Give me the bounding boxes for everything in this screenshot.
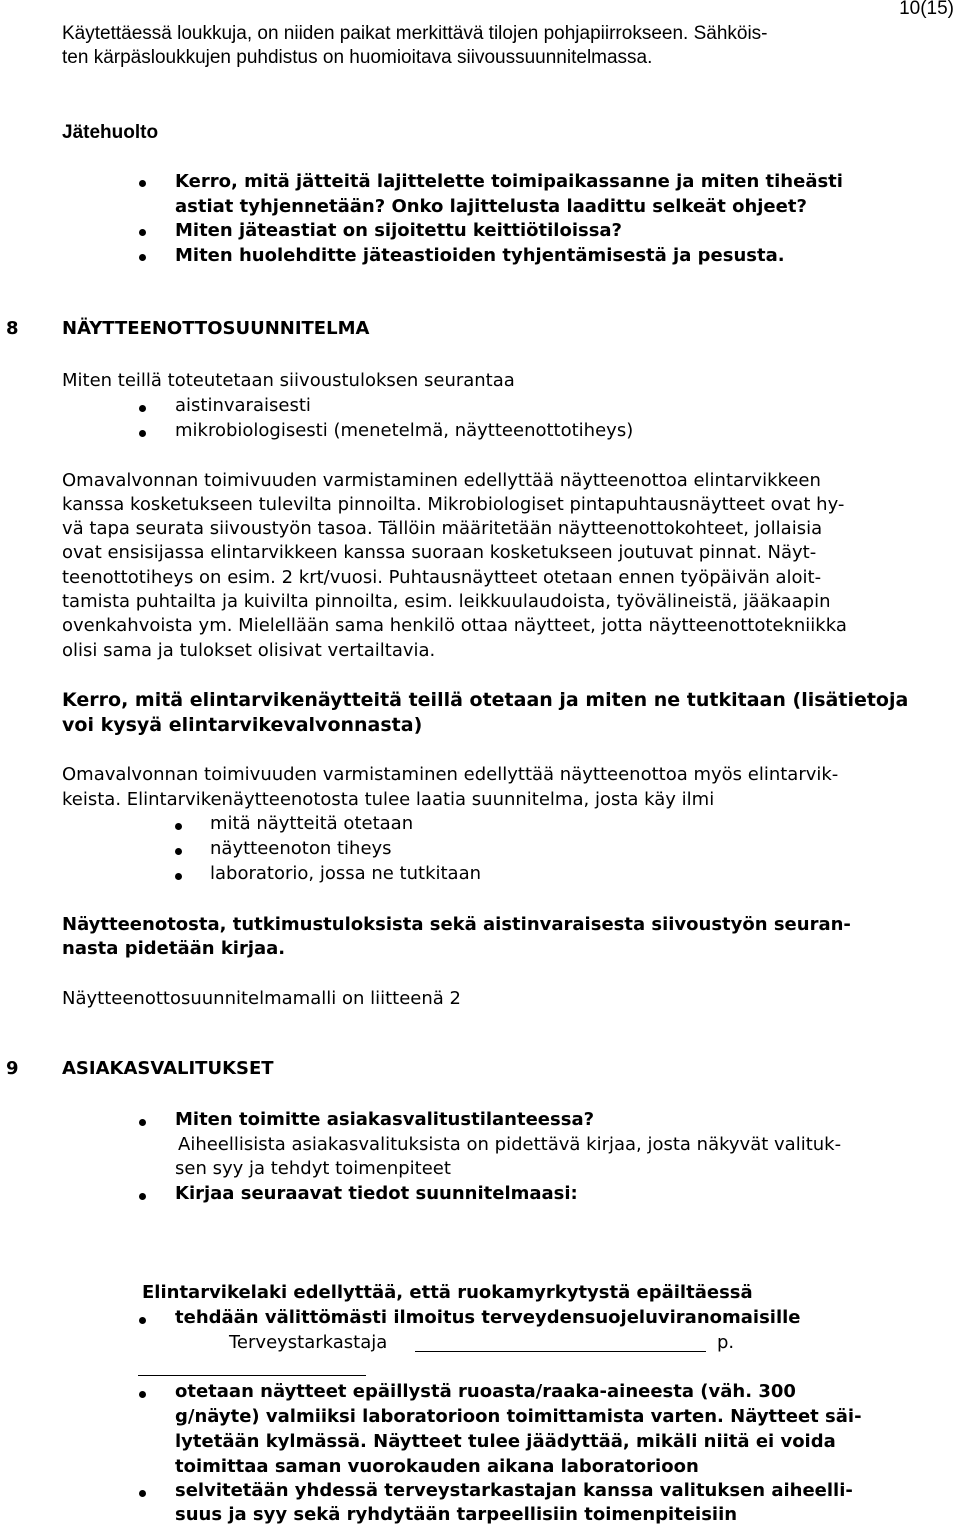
bullet-icon (175, 823, 182, 830)
paragraph-line-7: ovenkahvoista ym. Mielellään sama henkilö ottaa näytteet, jotta näytteenottotekniikka (62, 615, 847, 636)
paragraph-line-8: olisi sama ja tulokset olisivat vertailtavia. (62, 640, 436, 661)
section-9-title: ASIAKASVALITUKSET (62, 1058, 274, 1079)
bullet-icon (139, 1119, 146, 1126)
law-item-3-line-2: suus ja syy sekä ryhdytään tarpeellisiin toimenpiteisiin (175, 1504, 738, 1525)
section-8-title: NÄYTTEENOTTOSUUNNITELMA (62, 318, 370, 339)
paragraph-line-4: ovat ensisijassa elintarvikkeen kanssa suoraan kosketukseen joutuvat pinnat. Näyt- (62, 542, 817, 563)
appendix-note: Näytteenottosuunnitelmamalli on liitteenä 2 (62, 988, 461, 1009)
phone-number-line[interactable] (138, 1375, 366, 1376)
page-number: 10(15) (899, 0, 954, 19)
follow-up-item-2: mikrobiologisesti (menetelmä, näytteenottotiheys) (175, 420, 634, 441)
law-item-2-line-4: toimittaa saman vuorokauden aikana laboratorioon (175, 1456, 699, 1477)
bold-note-line-2: nasta pidetään kirjaa. (62, 938, 286, 959)
inspector-label: Terveystarkastaja (229, 1332, 388, 1353)
bold-question-line-2: voi kysyä elintarvikevalvonnasta) (62, 714, 423, 736)
jatehuolto-item-1: Kerro, mitä jätteitä lajittelette toimipaikassanne ja miten tiheästi (175, 171, 843, 192)
follow-up-item-1: aistinvaraisesti (175, 395, 311, 416)
law-item-2-line-2: g/näyte) valmiiksi laboratorioon toimittamista varten. Näytteet säi- (175, 1406, 862, 1427)
bullet-icon (139, 254, 146, 261)
complaint-text-line-1: Aiheellisista asiakasvalituksista on pidettävä kirjaa, josta näkyvät valituk- (178, 1134, 842, 1155)
bullet-icon (175, 873, 182, 880)
paragraph2-line-2: keista. Elintarvikenäytteenotosta tulee laatia suunnitelma, josta käy ilmi (62, 789, 715, 810)
plan-item-1: mitä näytteitä otetaan (210, 813, 414, 834)
bullet-icon (139, 405, 146, 412)
plan-item-3: laboratorio, jossa ne tutkitaan (210, 863, 482, 884)
law-item-3-line-1: selvitetään yhdessä terveystarkastajan kanssa valituksen aiheelli- (175, 1480, 853, 1501)
paragraph-line-3: vä tapa seurata siivoustyön tasoa. Tällöin määritetään näytteenottokohteet, jollaisia (62, 518, 823, 539)
phone-label: p. (717, 1332, 735, 1353)
bold-note-line-1: Näytteenotosta, tutkimustuloksista sekä aistinvaraisesta siivoustyön seuran- (62, 914, 851, 935)
intro-line-1: Käytettäessä loukkuja, on niiden paikat merkittävä tilojen pohjapiirrokseen. Sähköis- (62, 23, 768, 44)
paragraph2-line-1: Omavalvonnan toimivuuden varmistaminen edellyttää näytteenottoa myös elintarvik- (62, 764, 839, 785)
plan-item-2: näytteenoton tiheys (210, 838, 392, 859)
bold-question-line-1: Kerro, mitä elintarvikenäytteitä teillä otetaan ja miten ne tutkitaan (lisätietoja (62, 689, 909, 711)
complaint-text-line-2: sen syy ja tehdyt toimenpiteet (175, 1158, 451, 1179)
complaint-question-1: Miten toimitte asiakasvalitustilanteessa? (175, 1109, 595, 1130)
bullet-icon (139, 1193, 146, 1200)
bullet-icon (139, 1391, 146, 1398)
intro-line-2: ten kärpäsloukkujen puhdistus on huomioitava siivoussuunnitelmassa. (62, 47, 653, 68)
bullet-icon (139, 229, 146, 236)
jatehuolto-item-2: Miten jäteastiat on sijoitettu keittiötiloissa? (175, 220, 623, 241)
bullet-icon (139, 430, 146, 437)
law-item-1: tehdään välittömästi ilmoitus terveydensuojeluviranomaisille (175, 1307, 801, 1328)
bullet-icon (139, 1317, 146, 1324)
law-item-2-line-1: otetaan näytteet epäillystä ruoasta/raaka-aineesta (väh. 300 (175, 1381, 796, 1402)
law-heading: Elintarvikelaki edellyttää, että ruokamyrkytystä epäiltäessä (142, 1282, 753, 1303)
bullet-icon (139, 180, 146, 187)
complaint-question-2: Kirjaa seuraavat tiedot suunnitelmaasi: (175, 1183, 578, 1204)
section-8-subheading: Miten teillä toteutetaan siivoustuloksen seurantaa (62, 370, 515, 391)
jatehuolto-item-3: Miten huolehditte jäteastioiden tyhjentämisestä ja pesusta. (175, 245, 785, 266)
paragraph-line-1: Omavalvonnan toimivuuden varmistaminen edellyttää näytteenottoa elintarvikkeen (62, 470, 821, 491)
jatehuolto-item-1-cont: astiat tyhjennetään? Onko lajittelusta laadittu selkeät ohjeet? (175, 196, 807, 217)
bullet-icon (139, 1490, 146, 1497)
paragraph-line-5: teenottotiheys on esim. 2 krt/vuosi. Puhtausnäytteet otetaan ennen työpäivän aloit- (62, 567, 822, 588)
paragraph-line-2: kanssa kosketukseen tulevilta pinnoilta. Mikrobiologiset pintapuhtausnäytteet ovat hy- (62, 494, 845, 515)
paragraph-line-6: tamista puhtailta ja kuivilta pinnoilta, esim. leikkuulaudoista, työvälineistä, jääkaapin (62, 591, 831, 612)
inspector-name-line[interactable] (415, 1351, 706, 1352)
jatehuolto-heading: Jätehuolto (62, 122, 159, 143)
section-9-number: 9 (6, 1058, 19, 1079)
bullet-icon (175, 848, 182, 855)
section-8-number: 8 (6, 318, 19, 339)
law-item-2-line-3: lytetään kylmässä. Näytteet tulee jäädyttää, mikäli niitä ei voida (175, 1431, 836, 1452)
